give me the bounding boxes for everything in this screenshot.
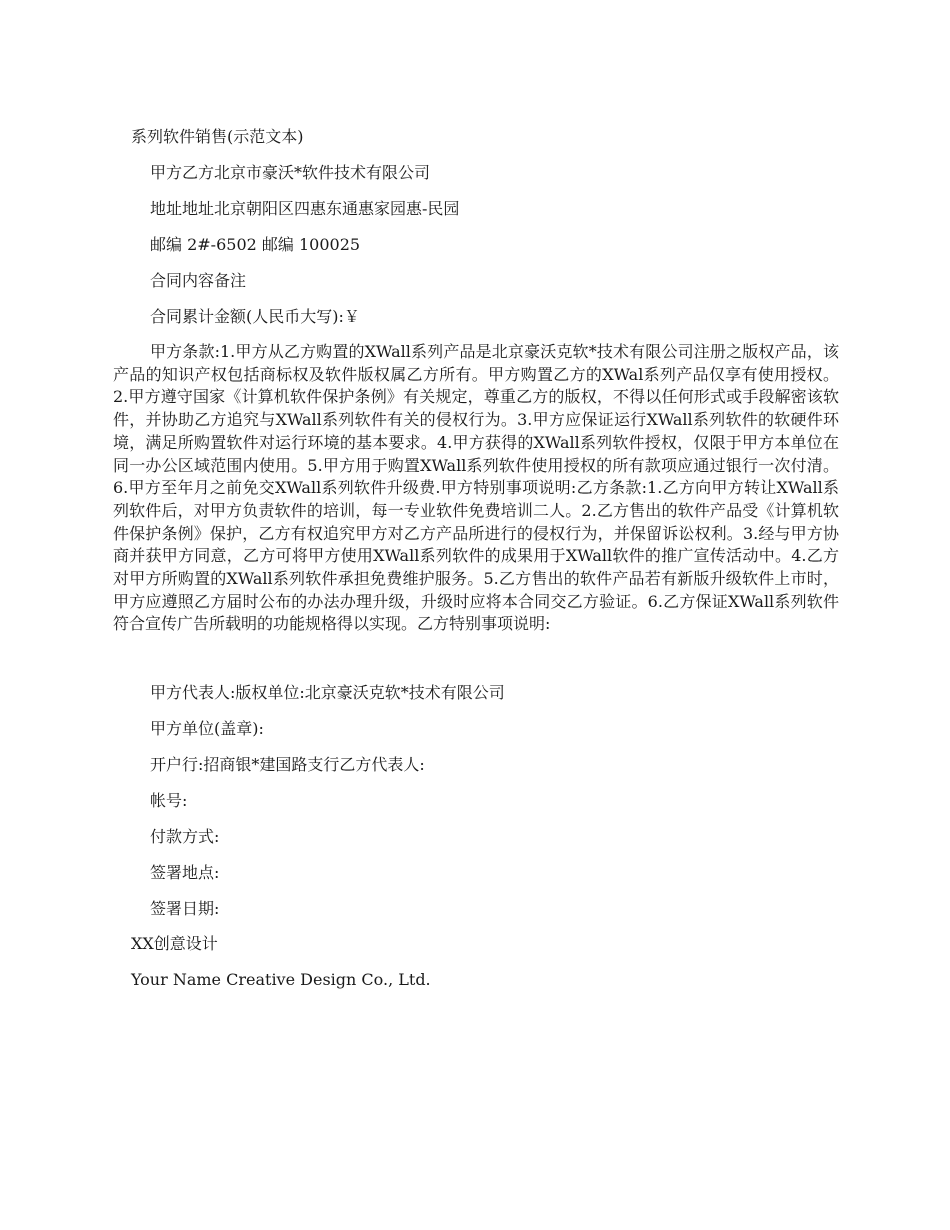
party-line: 甲方乙方北京市豪沃*软件技术有限公司 xyxy=(150,163,431,182)
account-line: 帐号: xyxy=(150,791,188,810)
postal-line: 邮编 2#-6502 邮编 100025 xyxy=(150,235,361,254)
representative-line: 甲方代表人:版权单位:北京豪沃克软*技术有限公司 xyxy=(150,683,505,702)
unit-seal-line: 甲方单位(盖章): xyxy=(150,719,264,738)
signing-place-line: 签署地点: xyxy=(150,863,220,882)
payment-method-line: 付款方式: xyxy=(150,827,220,846)
bank-line: 开户行:招商银*建国路支行乙方代表人: xyxy=(150,755,425,774)
doc-title: 系列软件销售(示范文本) xyxy=(131,127,304,146)
address-line: 地址地址北京朝阳区四惠东通惠家园惠-民园 xyxy=(150,199,460,218)
company-name-cn: XX创意设计 xyxy=(131,934,218,953)
signing-date-line: 签署日期: xyxy=(150,899,220,918)
amount-line: 合同累计金额(人民币大写):￥ xyxy=(150,307,360,326)
terms-paragraph: 甲方条款:1.甲方从乙方购置的XWall系列产品是北京豪沃克软*技术有限公司注册之版权产品，该产品的知识产权包括商标权及软件版权属乙方所有。甲方购置乙方的XWal系列产品仅享有使用授权。2.甲方遵守国家《计算机软件保护条例》有关规定，尊重乙方的版权，不得以任何形式或手段解密该软件，并协助乙方追究与XWall系列软件有关的侵权行为。3.甲方应保证运行XWall系列软件的软硬件环境，满足所购置软件对运行环境的基本要求。4.甲方获得的XWall系列软件授权，仅限于甲方本单位在同一办公区域范围内使用。5.甲方用于购置XWall系列软件使用授权的所有款项应通过银行一次付清。6.甲方至年月之前免交XWall系列软件升级费.甲方特别事项说明:乙方条款:1.乙方向甲方转让XWall系列软件后，对甲方负责软件的培训，每一专业软件免费培训二人。2.乙方售出的软件产品受《计算机软件保护条例》保护，乙方有权追究甲方对乙方产品所进行的侵权行为，并保留诉讼权利。3.经与甲方协商并获甲方同意，乙方可将甲方使用XWall系列软件的成果用于XWall软件的推广宣传活动中。4.乙方对甲方所购置的XWall系列软件承担免费维护服务。5.乙方售出的软件产品若有新版升级软件上市时，甲方应遵照乙方届时公布的办法办理升级，升级时应将本合同交乙方验证。6.乙方保证XWall系列软件符合宣传广告所载明的功能规格得以实现。乙方特别事项说明: xyxy=(113,342,839,634)
company-name-en: Your Name Creative Design Co., Ltd. xyxy=(131,970,431,989)
remarks-line: 合同内容备注 xyxy=(150,271,247,290)
